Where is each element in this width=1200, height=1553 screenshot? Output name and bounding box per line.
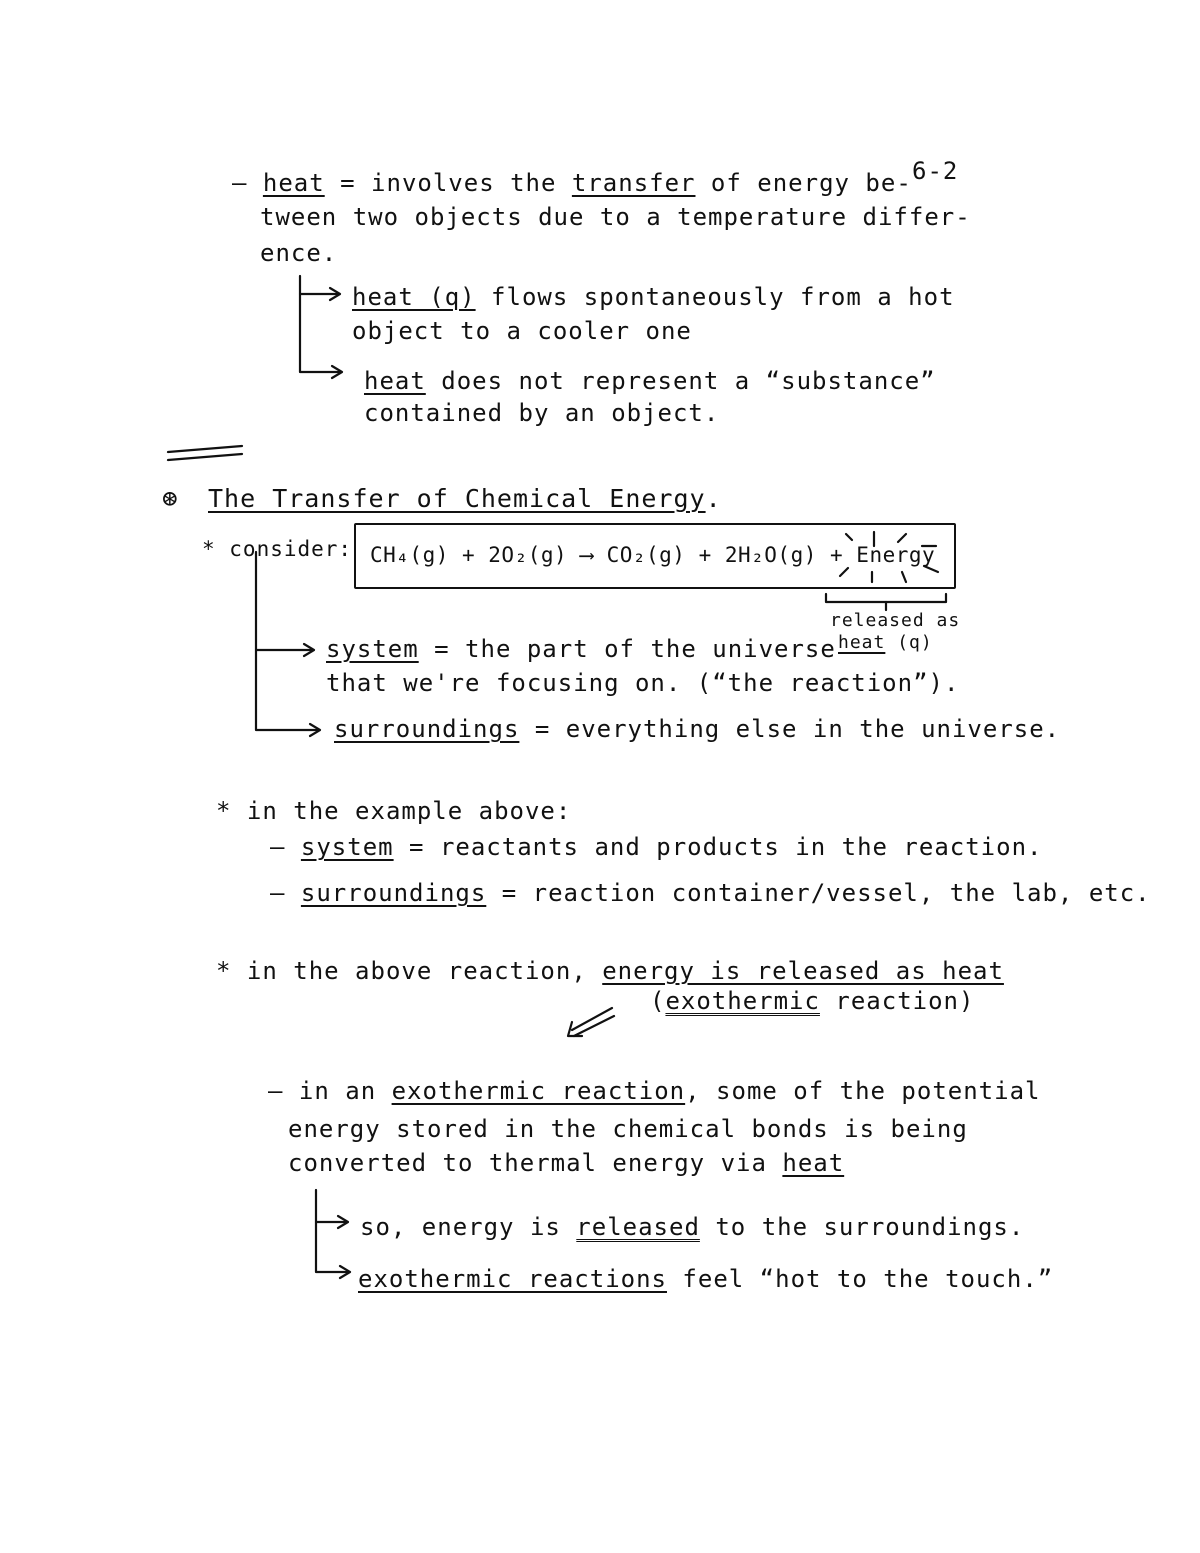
heat-term: heat — [364, 367, 426, 395]
surroundings-text: = everything else in the universe. — [519, 715, 1061, 743]
exo-bullet-text: so, energy is — [360, 1213, 577, 1241]
q-symbol: (q) — [885, 632, 933, 653]
paren: ( — [650, 987, 666, 1015]
heat-term: heat — [782, 1149, 845, 1177]
system-definition-line2: that we're focusing on. (“the reaction”). — [326, 669, 960, 697]
dash: – — [232, 169, 263, 197]
example-surroundings-text: = reaction container/vessel, the lab, etc. — [486, 879, 1151, 907]
equation-text: CH₄(g) + 2O₂(g) ⟶ CO₂(g) + 2H₂O(g) + — [370, 543, 857, 567]
surroundings-term: surroundings — [334, 715, 520, 743]
transfer-term: transfer — [571, 169, 696, 197]
exothermic-reactions-term: exothermic reactions — [358, 1265, 667, 1293]
divider-line — [168, 454, 242, 460]
section-symbol: ⊛ — [162, 484, 179, 514]
dash: – — [270, 879, 301, 907]
bracket-arrow-icon — [316, 1190, 348, 1272]
heat-term: heat — [262, 169, 325, 197]
exo-bullet-text: feel “hot to the touch.” — [666, 1265, 1054, 1293]
exo-bullet-text: to the surroundings. — [699, 1213, 1025, 1241]
radiating-arrow-icon — [846, 534, 852, 540]
radiating-arrow-icon — [902, 572, 906, 582]
bullet-text: does not represent a “substance” — [425, 367, 936, 395]
example-label: * in the example above: — [216, 797, 572, 825]
system-term: system — [326, 635, 419, 663]
bracket-arrow-icon — [256, 552, 318, 730]
exothermic-reaction-term: exothermic reaction — [391, 1077, 686, 1105]
radiating-arrow-icon — [898, 534, 906, 542]
surroundings-term: surroundings — [300, 879, 487, 907]
page-number: 6-2 — [912, 157, 959, 185]
heat-definition-line3: ence. — [260, 239, 338, 267]
title-end: . — [705, 484, 722, 513]
heat-bullet-2-line2: contained by an object. — [364, 399, 720, 427]
heat-q-term: heat (q) — [352, 283, 476, 311]
heat-def-text: = involves the — [324, 169, 572, 197]
heat-bullet-1-line2: object to a cooler one — [352, 317, 692, 345]
dash: – — [270, 833, 301, 861]
released-as-label: released as — [830, 610, 961, 631]
divider-line — [168, 446, 242, 452]
example-system-text: = reactants and products in the reaction. — [393, 833, 1043, 861]
section-title-text: The Transfer of Chemical Energy — [208, 484, 706, 513]
exo-text: , some of the potential — [685, 1077, 1041, 1105]
released-bracket — [826, 594, 946, 602]
energy-term: Energy — [856, 543, 936, 567]
radiating-arrow-icon — [924, 566, 938, 572]
radiating-arrow-icon — [840, 568, 848, 576]
system-term: system — [300, 833, 394, 861]
paren-rest: reaction) — [819, 987, 975, 1015]
exo-text: converted to thermal energy via — [288, 1149, 783, 1177]
heat-term: heat — [838, 632, 886, 653]
energy-released-phrase: energy is released as heat — [602, 957, 1004, 985]
dash: – in an — [268, 1077, 392, 1105]
bullet-text: flows spontaneously from a hot — [475, 283, 955, 311]
exothermic-line2: energy stored in the chemical bonds is being — [288, 1115, 968, 1143]
exothermic-term: exothermic — [665, 987, 820, 1015]
released-term: released — [576, 1213, 700, 1241]
consider-label: * consider: — [202, 537, 353, 561]
heat-definition-line2: tween two objects due to a temperature differ- — [260, 203, 971, 231]
system-text: = the part of the universe — [418, 635, 836, 663]
heat-def-text: of energy be- — [695, 169, 912, 197]
above-reaction-text: * in the above reaction, — [216, 957, 603, 985]
